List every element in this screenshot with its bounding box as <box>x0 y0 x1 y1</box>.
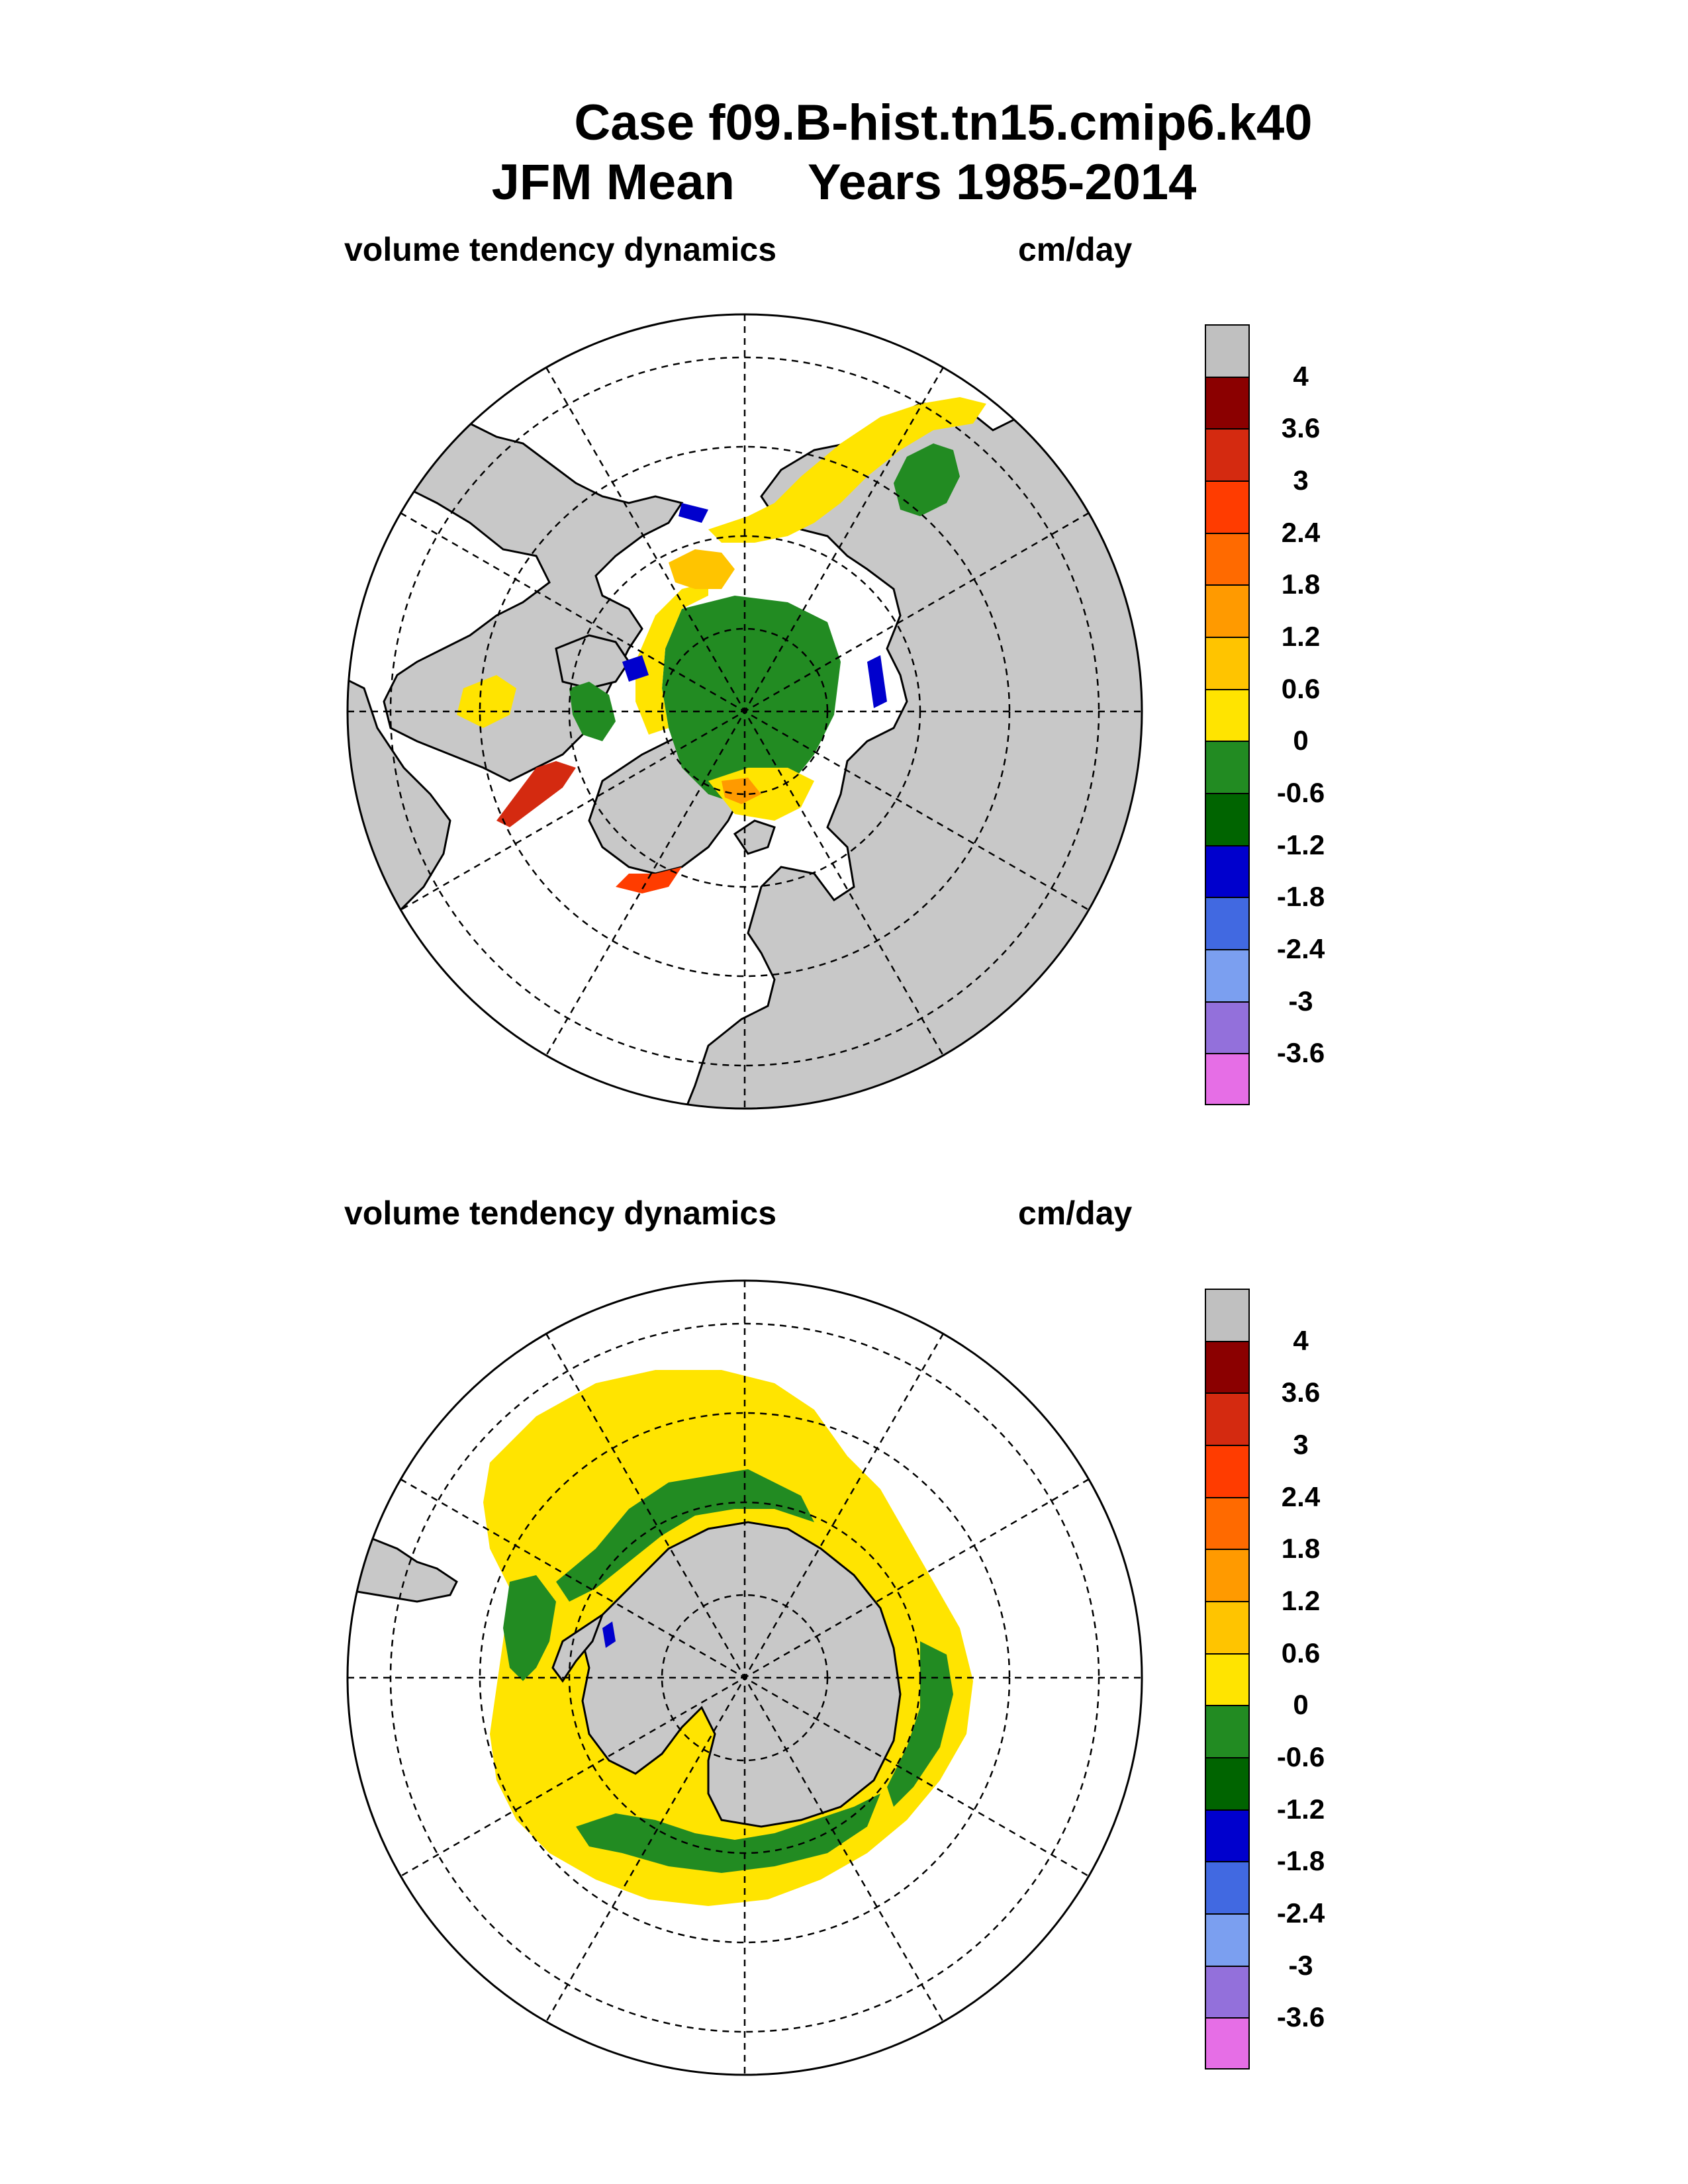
north-colorbar-label: 3.6 <box>1281 412 1321 444</box>
south-colorbar-label: 1.8 <box>1281 1533 1321 1565</box>
north-units-label: cm/day <box>1018 231 1133 268</box>
north-colorbar-label: 2.4 <box>1281 516 1321 548</box>
north-colorbar-swatch <box>1205 845 1250 897</box>
south-colorbar-swatch <box>1205 1809 1250 1862</box>
north-colorbar-label: 1.2 <box>1281 621 1321 652</box>
south-field-label: volume tendency dynamics <box>344 1195 777 1232</box>
south-colorbar-label: 4 <box>1293 1324 1309 1356</box>
north-colorbar-label: -2.4 <box>1276 933 1325 964</box>
figure-title: Case f09.B-hist.tn15.cmip6.k40 <box>574 95 1313 151</box>
south-colorbar-label: -2.4 <box>1276 1897 1325 1929</box>
south-colorbar-label: -1.2 <box>1276 1793 1325 1825</box>
season-label: JFM Mean <box>491 154 735 210</box>
north-polar-map <box>338 304 1152 1118</box>
north-colorbar-label: -3.6 <box>1276 1037 1325 1069</box>
north-colorbar-swatch <box>1205 897 1250 949</box>
south-colorbar-swatch <box>1205 2017 1250 2070</box>
south-colorbar-swatch <box>1205 1601 1250 1653</box>
north-colorbar-label: 0 <box>1293 725 1309 756</box>
south-colorbar <box>1205 1289 1325 2070</box>
north-colorbar-label: 4 <box>1293 360 1309 392</box>
north-colorbar-label: -3 <box>1288 985 1313 1017</box>
north-field-label: volume tendency dynamics <box>344 231 777 268</box>
north-colorbar-swatch <box>1205 377 1250 429</box>
north-colorbar-swatch <box>1205 689 1250 741</box>
south-colorbar-label: 0 <box>1293 1689 1309 1721</box>
north-colorbar-swatch <box>1205 1001 1250 1054</box>
north-colorbar-label: 0.6 <box>1281 672 1321 704</box>
years-label: Years 1985-2014 <box>807 154 1197 210</box>
south-colorbar-label: -3.6 <box>1276 2001 1325 2033</box>
south-units-label: cm/day <box>1018 1195 1133 1232</box>
north-colorbar-label: 3 <box>1293 465 1309 496</box>
south-colorbar-label: 3.6 <box>1281 1377 1321 1408</box>
north-colorbar-swatch <box>1205 949 1250 1001</box>
south-colorbar-label: -3 <box>1288 1949 1313 1981</box>
south-colorbar-swatch <box>1205 1653 1250 1706</box>
north-colorbar-swatch <box>1205 1053 1250 1105</box>
north-colorbar-label: 1.8 <box>1281 569 1321 600</box>
south-colorbar-label: 1.2 <box>1281 1585 1321 1616</box>
north-colorbar-swatch <box>1205 480 1250 533</box>
south-colorbar-swatch <box>1205 1966 1250 2018</box>
north-colorbar-label: -1.8 <box>1276 881 1325 913</box>
north-colorbar-swatch <box>1205 428 1250 480</box>
south-colorbar-swatch <box>1205 1757 1250 1809</box>
south-colorbar-label: -0.6 <box>1276 1741 1325 1772</box>
north-colorbar-swatch <box>1205 324 1250 377</box>
south-colorbar-swatch <box>1205 1392 1250 1445</box>
north-colorbar-label: -0.6 <box>1276 777 1325 808</box>
north-colorbar-swatch <box>1205 637 1250 689</box>
figure-subtitle <box>0 154 1688 210</box>
north-colorbar <box>1205 324 1325 1105</box>
south-colorbar-swatch <box>1205 1861 1250 1913</box>
south-colorbar-swatch <box>1205 1705 1250 1757</box>
north-colorbar-swatch <box>1205 793 1250 845</box>
south-colorbar-swatch <box>1205 1289 1250 1341</box>
south-colorbar-swatch <box>1205 1341 1250 1393</box>
south-colorbar-swatch <box>1205 1497 1250 1549</box>
south-colorbar-swatch <box>1205 1445 1250 1497</box>
south-colorbar-label: -1.8 <box>1276 1845 1325 1877</box>
north-colorbar-swatch <box>1205 741 1250 793</box>
south-polar-map <box>338 1271 1152 2085</box>
north-colorbar-label: -1.2 <box>1276 829 1325 860</box>
north-colorbar-swatch <box>1205 533 1250 585</box>
south-colorbar-label: 3 <box>1293 1429 1309 1460</box>
south-colorbar-label: 0.6 <box>1281 1637 1321 1668</box>
south-colorbar-label: 2.4 <box>1281 1480 1321 1512</box>
north-colorbar-swatch <box>1205 584 1250 637</box>
south-colorbar-swatch <box>1205 1913 1250 1966</box>
south-colorbar-swatch <box>1205 1549 1250 1601</box>
